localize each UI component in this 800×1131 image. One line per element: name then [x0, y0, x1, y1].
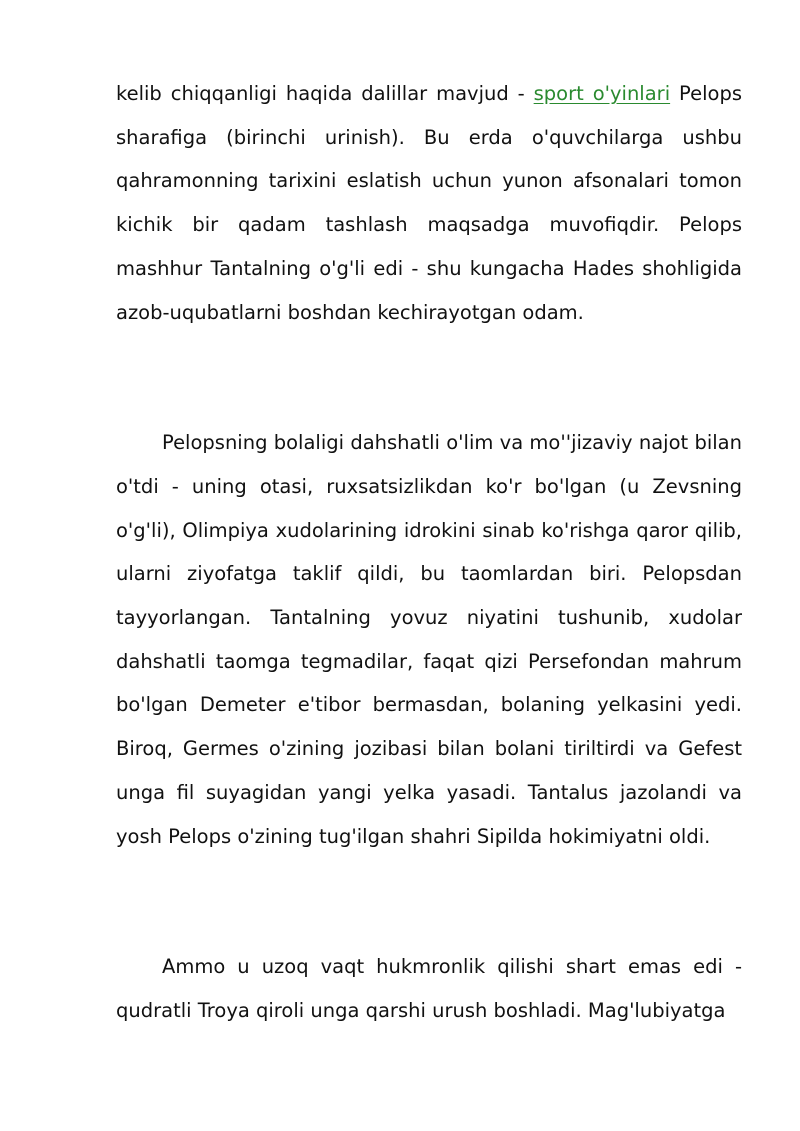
paragraph-2: Pelopsning bolaligi dahshatli o'lim va mo''jizaviy najot bilan o'tdi - uning otasi, ruxsatsizlikdan ko'r bo'lgan (u Zevsning o'g'li), Olimpiya xudolarining idrokini sinab ko'rishga qaror qilib, ularni ziyofatga taklif qildi, bu taomlardan biri. Pelopsdan tayyorlangan. Tantalning yovuz niyatini tushunib, xudolar dahshatli taomga tegmadilar, faqat qizi Persefondan mahrum bo'lgan Demeter e'tibor bermasdan, bolaning yelkasini yedi. Biroq, Germes o'zining jozibasi bilan bolani tiriltirdi va Gefest unga fil suyagidan yangi yelka yasadi. Tantalus jazolandi va yosh Pelops o'zining tug'ilgan shahri Sipilda hokimiyatni oldi. — [116, 431, 742, 848]
paragraph-1-text-after-link: Pelops sharafiga (birinchi urinish). Bu erda o'quvchilarga ushbu qahramonning tarixini eslatish uchun yunon afsonalari tomon kichik bir qadam tashlash maqsadga muvofiqdir. Pelops mashhur Tantalning o'g'li edi - shu kungacha Hades shohligida azob-uqubatlarni boshdan kechirayotgan odam. — [116, 82, 742, 324]
paragraph-spacer — [116, 334, 742, 421]
paragraph-1-text-before-link: kelib chiqqanligi haqida dalillar mavjud - — [116, 82, 534, 105]
sport-oyinlari-link[interactable]: sport o'yinlari — [533, 82, 671, 105]
paragraph-1 — [116, 72, 742, 334]
paragraph-spacer — [116, 858, 742, 945]
paragraph-3: Ammo u uzoq vaqt hukmronlik qilishi shart emas edi - qudratli Troya qiroli unga qarshi urush boshladi. Mag'lubiyatga — [116, 955, 742, 1022]
document-page — [116, 72, 742, 1033]
